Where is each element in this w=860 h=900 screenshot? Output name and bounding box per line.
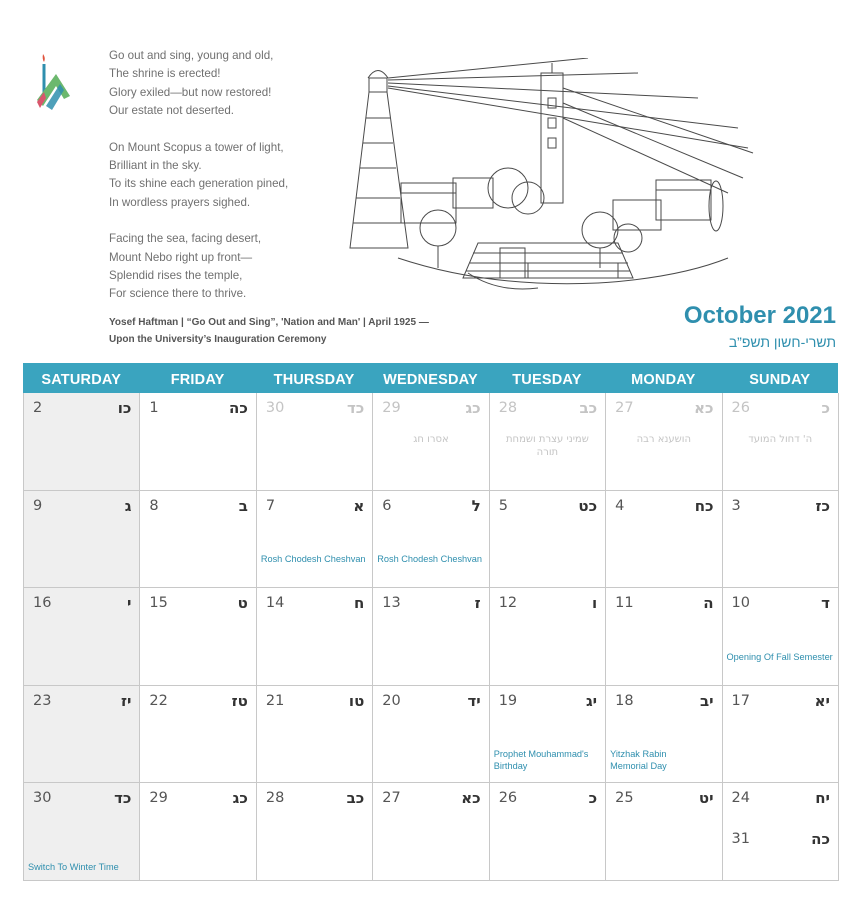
poem-line: Go out and sing, young and old, xyxy=(109,49,274,62)
day-cell xyxy=(490,393,606,491)
gregorian-date: 20 xyxy=(382,692,401,709)
day-cell xyxy=(257,393,373,491)
poem-stanza-1 xyxy=(109,47,349,120)
day-cell xyxy=(490,588,606,686)
hebrew-date: ל xyxy=(471,496,481,515)
day-cell xyxy=(140,393,256,491)
weekday-thursday: THURSDAY xyxy=(273,372,355,388)
day-cell xyxy=(490,686,606,784)
month-hebrew-title: תשרי-חשון תשפ”ב xyxy=(728,334,836,350)
hebrew-date: יב xyxy=(699,691,714,710)
poem-line: Glory exiled—but now restored! xyxy=(109,85,272,99)
hebrew-date: ב xyxy=(238,496,248,515)
hebrew-date: כז xyxy=(815,496,830,515)
gregorian-date: 28 xyxy=(265,790,285,806)
day-cell xyxy=(24,588,140,686)
event-label-line-2: Birthday xyxy=(493,761,528,771)
day-cell xyxy=(606,783,722,881)
hebrew-date: כו xyxy=(117,399,132,417)
gregorian-date: 13 xyxy=(382,595,401,611)
day-cell xyxy=(24,686,140,784)
day-cell xyxy=(257,588,373,686)
day-cell xyxy=(606,393,722,491)
gregorian-date: 16 xyxy=(33,595,52,611)
gregorian-date: 9 xyxy=(33,497,43,514)
poem-line: Our estate not deserted. xyxy=(109,103,235,117)
event-label: Rosh Chodesh Cheshvan xyxy=(377,554,482,564)
day-cell xyxy=(606,491,722,589)
hebrew-date: כ xyxy=(588,789,598,807)
gregorian-date: 12 xyxy=(498,595,518,611)
gregorian-date: 28 xyxy=(498,400,518,416)
hebrew-date: כב xyxy=(346,789,365,807)
day-cell xyxy=(606,686,722,784)
gregorian-date: 23 xyxy=(33,692,52,709)
day-cell xyxy=(257,686,373,784)
day-cell xyxy=(606,588,722,686)
event-label-line-1: Prophet Mouhammad's xyxy=(493,749,589,759)
poem-line: Splendid rises the temple, xyxy=(109,268,243,282)
gregorian-date: 1 xyxy=(149,400,159,416)
weekday-tuesday: TUESDAY xyxy=(512,372,582,388)
gregorian-date: 3 xyxy=(731,497,741,514)
day-cell xyxy=(140,686,256,784)
gregorian-date: 26 xyxy=(731,400,750,416)
day-cell xyxy=(373,783,489,881)
gregorian-date: 11 xyxy=(615,595,634,611)
hebrew-date: ג xyxy=(124,496,132,515)
gregorian-date: 21 xyxy=(265,692,285,709)
hebrew-date: ו xyxy=(591,594,598,612)
hebrew-date: ח xyxy=(353,594,365,612)
hebrew-date: יז xyxy=(120,691,132,710)
gregorian-date: 25 xyxy=(615,790,634,806)
day-cell xyxy=(490,783,606,881)
gregorian-date: 5 xyxy=(498,497,508,514)
gregorian-date: 10 xyxy=(731,595,750,611)
day-cell xyxy=(723,491,839,589)
gregorian-date: 30 xyxy=(33,790,52,806)
gregorian-date: 18 xyxy=(615,692,634,709)
day-cell xyxy=(140,783,256,881)
day-cell xyxy=(140,491,256,589)
hebrew-holiday-note: הושענא רבה xyxy=(636,434,692,445)
attribution-line-2: Upon the University’s Inauguration Ceremony xyxy=(109,334,327,345)
hebrew-date: יד xyxy=(467,691,481,710)
gregorian-date: 26 xyxy=(498,790,518,806)
poem-attribution xyxy=(109,314,429,348)
weekday-monday: MONDAY xyxy=(631,372,696,388)
day-cell xyxy=(373,588,489,686)
hebrew-date: ה xyxy=(703,594,714,612)
weekday-header xyxy=(23,363,838,393)
gregorian-date: 30 xyxy=(265,400,285,416)
weekday-wednesday: WEDNESDAY xyxy=(383,372,478,388)
day-cell xyxy=(140,588,256,686)
calendar xyxy=(23,363,838,881)
gregorian-date: 22 xyxy=(149,692,168,709)
hebrew-date: כג xyxy=(232,789,248,807)
hebrew-date: ט xyxy=(237,594,248,612)
hebrew-date: כד xyxy=(114,789,132,807)
hebrew-date: טז xyxy=(231,691,248,710)
gregorian-date: 8 xyxy=(149,497,159,514)
gregorian-date: 14 xyxy=(265,595,285,611)
gregorian-date: 29 xyxy=(149,790,168,806)
hebrew-date: י xyxy=(127,594,132,612)
day-cell xyxy=(24,393,140,491)
hebrew-holiday-note: אסרו חג xyxy=(413,434,449,445)
hebrew-date: א xyxy=(353,496,365,515)
hebrew-date: כ xyxy=(821,399,830,417)
hebrew-date: ז xyxy=(474,594,481,612)
gregorian-date: 15 xyxy=(149,595,168,611)
day-cell xyxy=(723,588,839,686)
day-cell xyxy=(24,491,140,589)
gregorian-date-secondary: 31 xyxy=(731,831,750,847)
weekday-friday: FRIDAY xyxy=(170,372,225,388)
attribution-line-1: Yosef Haftman | “Go Out and Sing”, 'Nation and Man' | April 1925 — xyxy=(109,317,429,328)
day-cell xyxy=(723,783,839,881)
hebrew-holiday-note: שמיני עצרת ושמחת תורה xyxy=(505,434,589,458)
gregorian-date: 4 xyxy=(615,497,625,514)
hebrew-date: יט xyxy=(698,789,714,807)
event-label-line-2: Memorial Day xyxy=(610,761,667,771)
day-cell xyxy=(723,686,839,784)
poem-line: To its shine each generation pined, xyxy=(109,177,289,191)
event-label: Switch To Winter Time xyxy=(28,861,119,872)
day-cell xyxy=(373,686,489,784)
poem xyxy=(109,47,349,322)
hebrew-holiday-note: ה' דחול המועד xyxy=(748,434,813,445)
poem-line: For science there to thrive. xyxy=(109,287,247,301)
campus-illustration xyxy=(338,58,758,293)
hebrew-date: כב xyxy=(579,399,598,417)
hebrew-date: כד xyxy=(346,399,365,417)
gregorian-date: 27 xyxy=(615,400,634,416)
weekday-sunday: SUNDAY xyxy=(749,372,811,388)
gregorian-date: 29 xyxy=(382,400,401,416)
day-cell xyxy=(373,491,489,589)
hebrew-date: יח xyxy=(815,789,830,807)
hebrew-date-secondary: כה xyxy=(811,830,830,848)
poem-line: Brilliant in the sky. xyxy=(109,158,202,172)
day-cell xyxy=(723,393,839,491)
hebrew-date: כה xyxy=(229,399,248,417)
hebrew-date: טו xyxy=(348,691,365,710)
day-cell xyxy=(257,783,373,881)
poem-stanza-2 xyxy=(109,139,349,212)
gregorian-date: 17 xyxy=(731,692,750,709)
month-title: October 2021 xyxy=(683,302,836,329)
hebrew-date: כא xyxy=(461,789,481,807)
event-label: Rosh Chodesh Cheshvan xyxy=(260,554,366,564)
gregorian-date: 7 xyxy=(265,497,276,514)
gregorian-date: 27 xyxy=(382,790,401,806)
day-cell xyxy=(24,783,140,881)
event-label: Opening Of Fall Semester xyxy=(726,651,833,662)
hebrew-date: יג xyxy=(585,691,598,710)
poem-line: The shrine is erected! xyxy=(109,67,221,81)
gregorian-date: 2 xyxy=(33,400,43,416)
gregorian-date: 19 xyxy=(498,692,518,709)
poem-line: On Mount Scopus a tower of light, xyxy=(109,140,284,154)
gregorian-date: 6 xyxy=(382,497,392,514)
gregorian-date: 24 xyxy=(731,790,750,806)
day-cell xyxy=(257,491,373,589)
poem-stanza-3 xyxy=(109,230,349,303)
university-logo xyxy=(34,50,74,114)
weekday-saturday: SATURDAY xyxy=(41,372,122,388)
day-cell xyxy=(373,393,489,491)
poem-line: Facing the sea, facing desert, xyxy=(109,232,262,246)
poem-line: Mount Nebo right up front— xyxy=(109,250,253,264)
hebrew-date: יא xyxy=(814,691,830,710)
hebrew-date: כג xyxy=(465,399,481,417)
poem-line: In wordless prayers sighed. xyxy=(109,195,251,209)
hebrew-date: ד xyxy=(821,594,830,612)
calendar-grid xyxy=(23,393,838,881)
hebrew-date: כח xyxy=(694,496,714,515)
day-cell xyxy=(490,491,606,589)
hebrew-date: כט xyxy=(578,496,598,515)
event-label-line-1: Yitzhak Rabin xyxy=(610,749,667,759)
hebrew-date: כא xyxy=(694,399,714,417)
